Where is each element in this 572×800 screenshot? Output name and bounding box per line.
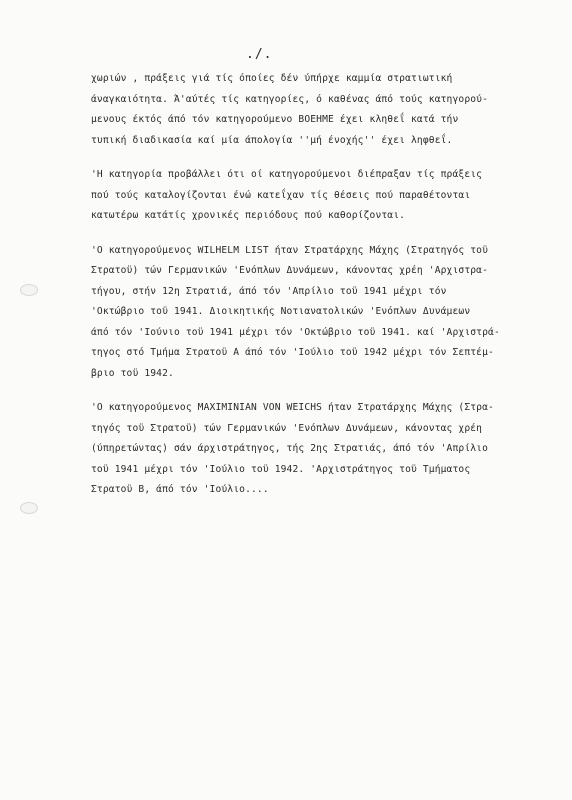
text-line: τυπική διαδικασία καί μία άπολογία ''μή ένοχής'' έχει ληφθεΐ. bbox=[91, 134, 453, 146]
text-line: βριο τοϋ 1942. bbox=[91, 367, 174, 379]
binder-hole-bottom bbox=[20, 502, 38, 514]
paragraph-2 bbox=[91, 165, 551, 227]
text-line: 'Οκτώβριο τοϋ 1941. Διοικητικής Νοτιανατολικών 'Ενόπλων Δυνάμεων bbox=[91, 306, 471, 317]
text-line: Στρατοϋ) τών Γερμανικών 'Ενόπλων Δυνάμεων, κάνοντας χρέη 'Αρχιστρα- bbox=[91, 265, 489, 276]
paragraph-1 bbox=[91, 69, 551, 151]
text-line: χωριών , πράξεις γιά τίς όποίες δέν ύπήρχε καμμία στρατιωτική bbox=[91, 73, 453, 84]
paragraph-3 bbox=[91, 241, 551, 385]
text-line: τήγου, στήν 12η Στρατιά, άπό τόν 'Απρίλιο τοϋ 1941 μέχρι τόν bbox=[91, 285, 447, 297]
document-body bbox=[91, 69, 551, 515]
text-line: πού τούς καταλογίζονται ένώ κατεΐχαν τίς θέσεις πού παραθέτονται bbox=[91, 189, 471, 201]
text-line: τοϋ 1941 μέχρι τόν 'Ιούλιο τοϋ 1942. 'Αρχιστράτηγος τοϋ Τμήματος bbox=[91, 463, 471, 475]
paragraph-4 bbox=[91, 398, 551, 501]
text-line: άναγκαιότητα. Ά'αύτές τίς κατηγορίες, ό καθένας άπό τούς κατηγορού- bbox=[91, 93, 489, 105]
text-line: (ύπηρετώντας) σάν άρχιστράτηγος, τής 2ης Στρατιάς, άπό τόν 'Απρίλιο bbox=[91, 443, 489, 454]
binder-hole-top bbox=[20, 284, 38, 296]
text-line: 'Η κατηγορία προβάλλει ότι οί κατηγορούμενοι διέπραξαν τίς πράξεις bbox=[91, 169, 483, 180]
text-line: τηγός τοϋ Στρατοϋ) τών Γερμανικών 'Ενόπλων Δυνάμεων, κάνοντας χρέη bbox=[91, 422, 483, 434]
text-line: 'Ο κατηγορούμενος MAXIMINIAN VON WEICHS ήταν Στρατάρχης Μάχης (Στρα- bbox=[91, 402, 494, 413]
text-line: τηγος στό Τμήμα Στρατοϋ Α άπό τόν 'Ιούλιο τοϋ 1942 μέχρι τόν Σεπτέμ- bbox=[91, 347, 494, 358]
text-line: μενους έκτός άπό τόν κατηγορούμενο BOEHME έχει κληθεΐ κατά τήν bbox=[91, 114, 459, 125]
page-number: ./. bbox=[246, 47, 273, 62]
text-line: άπό τόν 'Ιούνιο τοϋ 1941 μέχρι τόν 'Οκτώβριο τοϋ 1941. καί 'Αρχιστρά- bbox=[91, 326, 500, 338]
text-line: Στρατοϋ Β, άπό τόν 'Ιούλιο.... bbox=[91, 484, 269, 495]
text-line: 'Ο κατηγορούμενος WILHELM LIST ήταν Στρατάρχης Μάχης (Στρατηγός τοϋ bbox=[91, 244, 489, 256]
text-line: κατωτέρω κατάτίς χρονικές περιόδους πού καθορίζονται. bbox=[91, 210, 406, 221]
